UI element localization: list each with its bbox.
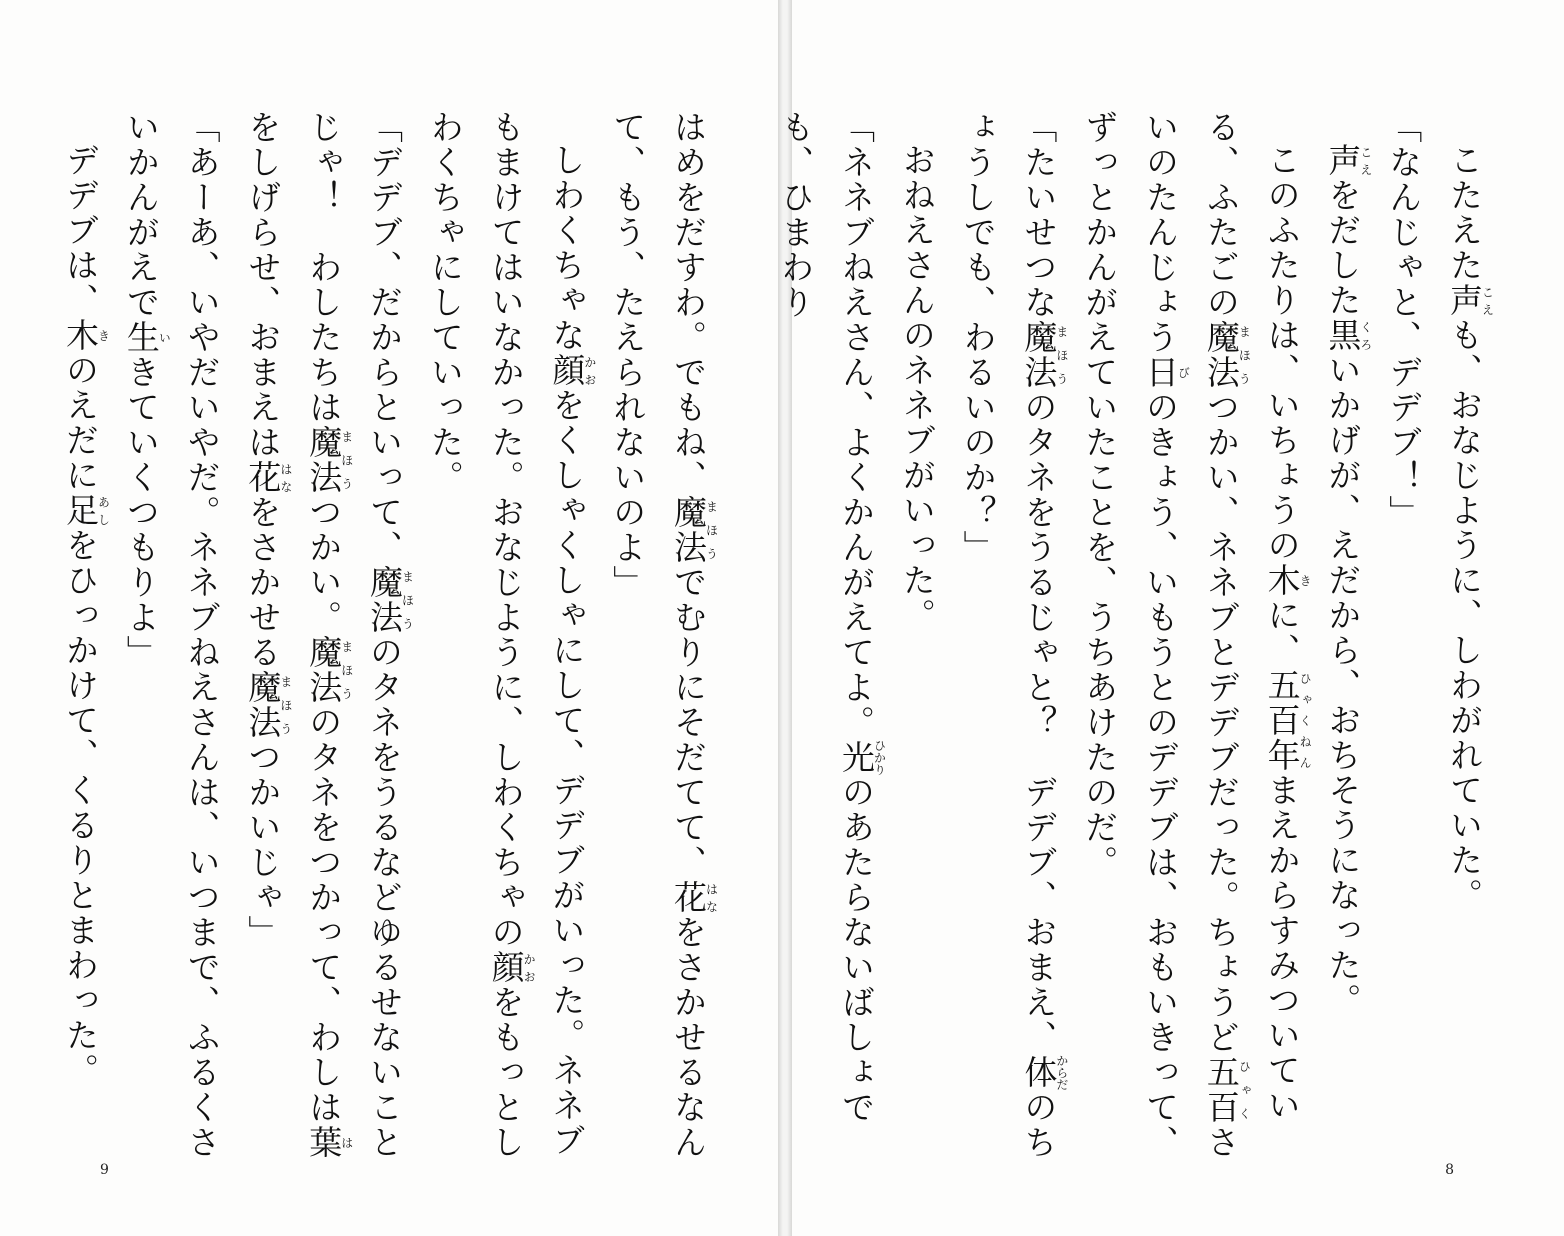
furigana-reading: こえ — [1358, 143, 1373, 178]
text-run: 「ネネブねえさん、よくかんがえてよ。 — [837, 110, 877, 740]
furigana-word — [1262, 563, 1313, 598]
furigana-word — [1201, 1055, 1252, 1125]
kanji-base: 声 — [1323, 143, 1363, 178]
text-run: をさかせる — [243, 495, 283, 670]
furigana-word — [61, 493, 111, 528]
text-run: つかい、ネネブとデデブだった。ちょうど — [1201, 390, 1241, 1055]
kanji-base: 生 — [121, 320, 161, 355]
left-page — [0, 0, 778, 1236]
text-run: つかいじゃ」 — [243, 740, 283, 950]
text-run: をだした — [1323, 178, 1363, 318]
left-page-text — [61, 110, 719, 1160]
text-run: をひっかけて、くるりとまわった。 — [61, 528, 101, 1088]
paragraph — [1372, 110, 1433, 1160]
kanji-base: 顔 — [486, 950, 526, 985]
paragraph — [1068, 110, 1311, 1160]
furigana-reading: かお — [522, 950, 537, 985]
kanji-base: 声 — [1445, 283, 1484, 318]
text-run: はめをだすわ。でもね、 — [669, 110, 708, 495]
furigana-word — [1323, 318, 1373, 353]
furigana-word — [243, 670, 293, 740]
furigana-reading: き — [1298, 563, 1313, 598]
furigana-word — [1323, 143, 1373, 178]
paragraph — [49, 110, 110, 1160]
kanji-base: 魔法 — [304, 425, 344, 495]
text-run: きていくつもりよ」 — [121, 355, 161, 670]
kanji-base: 魔法 — [243, 670, 283, 740]
furigana-reading: まほう — [1054, 320, 1069, 390]
paragraph — [1312, 110, 1373, 1160]
kanji-base: 日 — [1141, 355, 1181, 390]
furigana-reading: は — [339, 1125, 354, 1160]
kanji-base: 魔法 — [365, 565, 405, 635]
furigana-reading: あし — [96, 493, 111, 528]
kanji-base: 魔法 — [304, 635, 344, 705]
kanji-base: 体 — [1019, 1054, 1059, 1091]
text-run: でむりにそだてて、 — [669, 565, 708, 880]
furigana-reading: こえ — [1480, 283, 1495, 318]
text-run: のきょう、いもうとのデデブは、おもいきって、ずっとかんがえていたことを、うちあけたのだ。 — [1080, 110, 1181, 1160]
furigana-word — [1262, 668, 1313, 773]
text-run: をくしゃくしゃにして、デデブがいった。ネネブもまけてはいなかった。おなじように、しわくちゃの — [486, 110, 587, 1158]
kanji-base: 魔法 — [1201, 320, 1241, 390]
kanji-base: 五百年 — [1262, 668, 1302, 773]
furigana-word — [304, 425, 354, 495]
text-run: のあたらないばしょでも、ひまわり — [776, 110, 877, 1125]
paragraph — [232, 110, 414, 1160]
kanji-base: 葉 — [304, 1125, 344, 1160]
paragraph — [596, 110, 718, 1160]
furigana-word — [61, 318, 111, 353]
text-run: のちょうしでも、わるいのか？」 — [958, 110, 1059, 1160]
kanji-base: 木 — [1262, 563, 1302, 598]
furigana-reading: まほう — [278, 670, 293, 740]
text-run: おねえさんのネネブがいった。 — [897, 143, 937, 633]
text-run: も、おなじように、しわがれていた。 — [1445, 318, 1484, 913]
furigana-word — [1019, 1054, 1069, 1091]
text-run: 「あーあ、いやだいやだ。ネネブねえさんは、いつまで、ふるくさいかんがえで — [121, 110, 222, 1160]
text-run: 「なんじゃと、デデブ！」 — [1384, 110, 1424, 530]
furigana-reading: まほう — [339, 425, 354, 495]
furigana-word — [365, 565, 415, 635]
kanji-base: 顔 — [547, 353, 587, 388]
kanji-base: 魔法 — [1019, 320, 1059, 390]
furigana-word — [1445, 283, 1495, 318]
kanji-base: 足 — [61, 493, 101, 528]
kanji-base: 五百 — [1201, 1055, 1241, 1125]
furigana-word — [304, 1125, 354, 1160]
page-number-left: 9 — [100, 1162, 109, 1178]
text-run: さいのたんじょう — [1141, 110, 1241, 1160]
text-run: に、 — [1262, 598, 1302, 668]
text-run: 「デデブ、だからといって、 — [365, 110, 405, 565]
kanji-base: 木 — [61, 318, 101, 353]
furigana-reading: かお — [582, 353, 597, 388]
paragraph — [110, 110, 232, 1160]
text-run: こたえた — [1445, 143, 1484, 283]
text-run: まえからすみついている、ふたごの — [1201, 110, 1302, 1123]
furigana-reading: まほう — [339, 635, 354, 705]
paragraph — [1433, 110, 1494, 1160]
text-run: をさかせるなんて、もう、たえられないのよ」 — [608, 110, 708, 1160]
furigana-word — [1019, 320, 1069, 390]
furigana-reading: まほう — [400, 565, 415, 635]
furigana-reading: ひゃく — [1237, 1055, 1252, 1125]
text-run: をしげらせ、おまえは — [243, 110, 283, 460]
furigana-word — [304, 635, 354, 705]
kanji-base: 魔法 — [669, 495, 708, 565]
text-run: のえだに — [61, 353, 101, 493]
paragraph — [947, 110, 1069, 1160]
furigana-word — [243, 460, 293, 495]
furigana-reading: き — [96, 318, 111, 353]
paragraph — [886, 110, 947, 1160]
text-run: のタネをうるなどゆるせないことじゃ！ わしたちは — [304, 110, 405, 1160]
furigana-reading: からだ — [1054, 1054, 1069, 1091]
text-run: つかい。 — [304, 495, 344, 635]
furigana-word — [547, 353, 597, 388]
right-page-text — [776, 110, 1495, 1160]
text-run: をもっとしわくちゃにしていった。 — [425, 110, 526, 1160]
furigana-reading: ひゃくねん — [1298, 668, 1313, 773]
furigana-word — [1201, 320, 1252, 390]
kanji-base: 花 — [669, 880, 708, 915]
furigana-word — [121, 320, 172, 355]
furigana-reading: くろ — [1358, 318, 1373, 353]
text-run: 「たいせつな — [1019, 110, 1059, 320]
text-run: しわくちゃな — [547, 143, 587, 353]
furigana-reading: まほう — [704, 495, 719, 565]
text-run: このふたりは、いちょうの — [1262, 143, 1302, 563]
kanji-base: 光 — [837, 739, 877, 776]
furigana-reading: はな — [704, 880, 719, 915]
furigana-reading: び — [1176, 355, 1191, 390]
furigana-word — [1141, 355, 1191, 390]
kanji-base: 黒 — [1323, 318, 1363, 353]
furigana-word — [669, 495, 719, 565]
furigana-word — [669, 880, 719, 915]
furigana-word — [837, 739, 887, 776]
furigana-reading: い — [157, 320, 172, 355]
right-page — [776, 0, 1564, 1236]
furigana-reading: ひかり — [872, 739, 887, 776]
text-run: デデブは、 — [61, 143, 101, 318]
paragraph — [764, 110, 886, 1160]
kanji-base: 花 — [243, 460, 283, 495]
furigana-word — [486, 950, 537, 985]
furigana-reading: まほう — [1237, 320, 1252, 390]
text-run: のタネをつかって、わしは — [304, 705, 344, 1125]
text-run: のタネをうるじゃと？ デデブ、おまえ、 — [1019, 390, 1059, 1055]
paragraph — [414, 110, 596, 1160]
furigana-reading: はな — [278, 460, 293, 495]
text-run: いかげが、えだから、おちそうになった。 — [1323, 353, 1363, 1018]
page-number-right: 8 — [1445, 1162, 1454, 1178]
